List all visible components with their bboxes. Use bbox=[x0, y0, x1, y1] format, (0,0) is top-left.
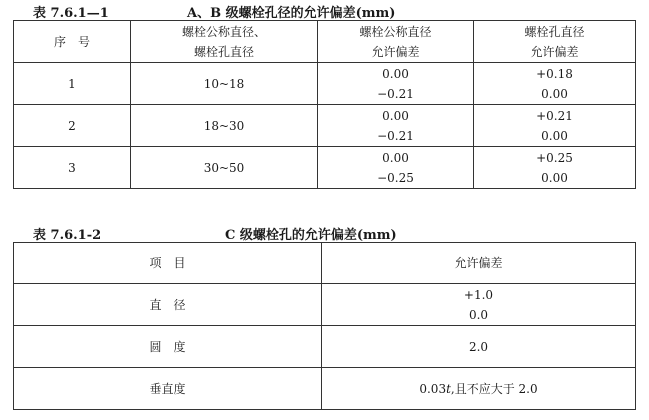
hole-upper-deviation: +0.21 bbox=[536, 108, 573, 123]
table-row bbox=[14, 147, 636, 189]
row-hole-tolerance bbox=[474, 63, 636, 105]
row-diameter-tolerance bbox=[322, 284, 636, 326]
hole-lower-deviation: 0.00 bbox=[541, 170, 568, 185]
bolt-lower-deviation: −0.25 bbox=[377, 170, 414, 185]
row-diameter-range: 10~18 bbox=[131, 63, 318, 105]
perpendicularity-value-suffix: ,且不应大于 2.0 bbox=[450, 381, 538, 396]
table-header-row bbox=[14, 243, 636, 284]
row-bolt-tolerance bbox=[318, 63, 474, 105]
row-item-roundness: 圆 度 bbox=[14, 326, 322, 368]
header-hole-tolerance-line2: 允许偏差 bbox=[530, 44, 579, 59]
row-item-perpendicularity: 垂直度 bbox=[14, 368, 322, 410]
table1-label: 表 7.6.1—1 bbox=[33, 6, 109, 21]
table-row bbox=[14, 284, 636, 326]
header-nominal-diameter-line1: 螺栓公称直径、 bbox=[181, 24, 266, 39]
perpendicularity-value-prefix: 0.03 bbox=[419, 381, 447, 396]
table1-title: A、B 级螺栓孔径的允许偏差(mm) bbox=[187, 6, 396, 21]
header-bolt-tolerance-line1: 螺栓公称直径 bbox=[359, 24, 432, 39]
row-roundness-tolerance: 2.0 bbox=[322, 326, 636, 368]
hole-upper-deviation: +0.25 bbox=[536, 150, 573, 165]
row-bolt-tolerance bbox=[318, 105, 474, 147]
table-row bbox=[14, 63, 636, 105]
header-tolerance: 允许偏差 bbox=[322, 243, 636, 284]
table2-title: C 级螺栓孔的允许偏差(mm) bbox=[225, 228, 397, 243]
row-bolt-tolerance bbox=[318, 147, 474, 189]
table2-label: 表 7.6.1-2 bbox=[33, 228, 102, 243]
header-hole-tolerance bbox=[474, 21, 636, 63]
bolt-upper-deviation: 0.00 bbox=[382, 66, 409, 81]
bolt-hole-tolerance-table-ab bbox=[13, 20, 636, 189]
bolt-hole-tolerance-table-c bbox=[13, 242, 636, 410]
row-serial-no: 3 bbox=[14, 147, 131, 189]
header-item: 项 目 bbox=[14, 243, 322, 284]
row-item-diameter: 直 径 bbox=[14, 284, 322, 326]
header-nominal-diameter-line2: 螺栓孔直径 bbox=[193, 44, 254, 59]
header-bolt-tolerance-line2: 允许偏差 bbox=[371, 44, 420, 59]
header-hole-tolerance-line1: 螺栓孔直径 bbox=[524, 24, 585, 39]
diameter-upper-deviation: +1.0 bbox=[463, 287, 494, 302]
row-serial-no: 2 bbox=[14, 105, 131, 147]
bolt-upper-deviation: 0.00 bbox=[382, 108, 409, 123]
diameter-lower-deviation: 0.0 bbox=[468, 307, 489, 322]
header-serial-no: 序 号 bbox=[14, 21, 131, 63]
row-diameter-range: 18~30 bbox=[131, 105, 318, 147]
row-diameter-range: 30~50 bbox=[131, 147, 318, 189]
table-row bbox=[14, 326, 636, 368]
bolt-lower-deviation: −0.21 bbox=[377, 86, 414, 101]
bolt-lower-deviation: −0.21 bbox=[377, 128, 414, 143]
table-row bbox=[14, 368, 636, 410]
bolt-upper-deviation: 0.00 bbox=[382, 150, 409, 165]
hole-upper-deviation: +0.18 bbox=[536, 66, 573, 81]
row-perpendicularity-tolerance bbox=[322, 368, 636, 410]
thickness-variable: t bbox=[446, 381, 451, 396]
row-hole-tolerance bbox=[474, 105, 636, 147]
header-nominal-diameter bbox=[131, 21, 318, 63]
hole-lower-deviation: 0.00 bbox=[541, 86, 568, 101]
hole-lower-deviation: 0.00 bbox=[541, 128, 568, 143]
row-serial-no: 1 bbox=[14, 63, 131, 105]
table-header-row bbox=[14, 21, 636, 63]
row-hole-tolerance bbox=[474, 147, 636, 189]
table-row bbox=[14, 105, 636, 147]
header-bolt-tolerance bbox=[318, 21, 474, 63]
